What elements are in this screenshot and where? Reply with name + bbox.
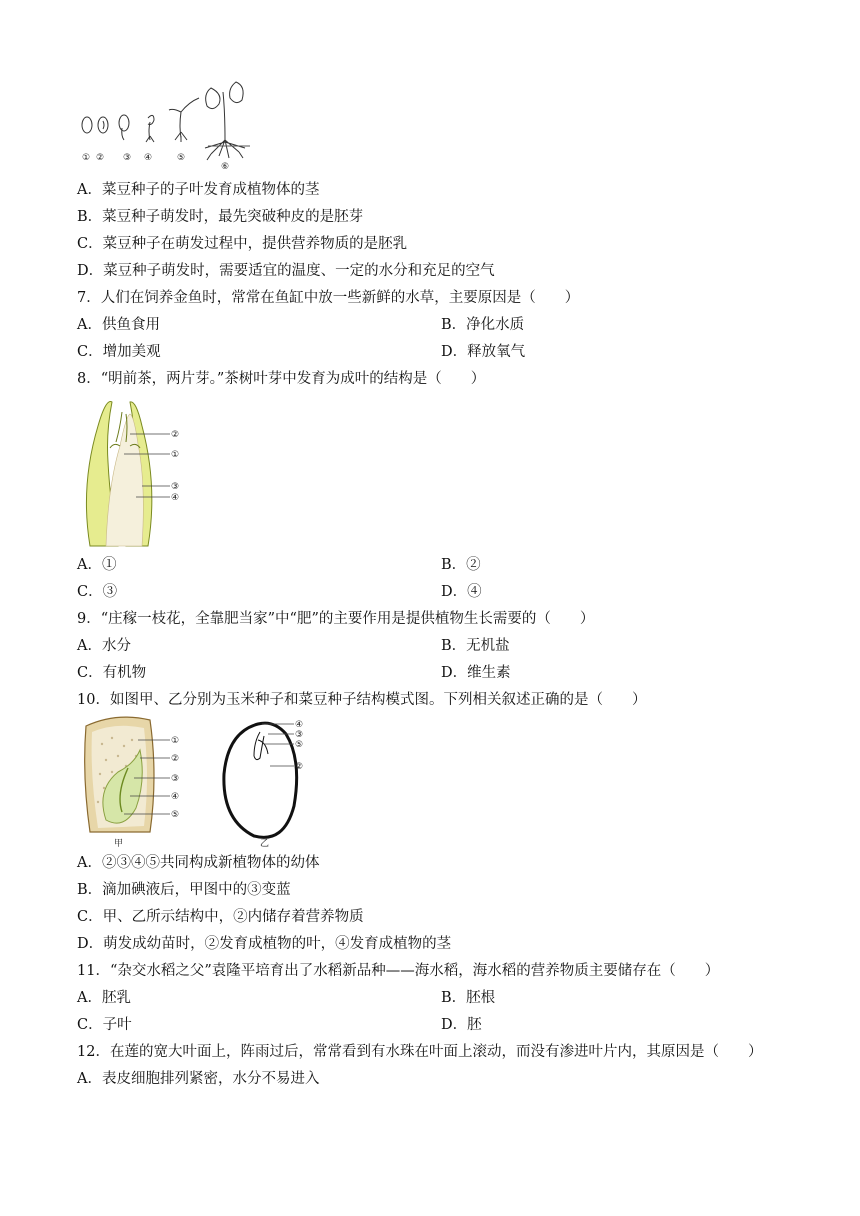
q11-option-d: D．胚 [441, 1017, 482, 1033]
yi-label-3: ③ [295, 730, 304, 740]
q8-option-b: B．② [441, 557, 481, 573]
bud-label-3: ③ [171, 482, 180, 492]
q6-option-d: D．菜豆种子萌发时，需要适宜的温度、一定的水分和充足的空气 [77, 263, 495, 279]
jia-caption: 甲 [114, 839, 124, 849]
yi-label-4: ④ [295, 720, 304, 730]
q11-stem: 11．“杂交水稻之父”袁隆平培育出了水稻新品种——海水稻，海水稻的营养物质主要储存在（ ） [77, 963, 720, 979]
yi-caption: 乙 [260, 839, 270, 849]
bean-seed-figure [218, 716, 328, 850]
corn-seed-figure [78, 716, 188, 850]
q9-stem: 9．“庄稼一枝花，全靠肥当家”中“肥”的主要作用是提供植物生长需要的（ ） [77, 611, 595, 627]
yi-label-5: ⑤ [295, 740, 304, 750]
jia-label-3: ③ [171, 774, 180, 784]
jia-label-1: ① [171, 736, 180, 746]
germination-figure [78, 76, 268, 172]
q6-option-b: B．菜豆种子萌发时，最先突破种皮的是胚芽 [77, 209, 364, 225]
q11-option-a: A．胚乳 [77, 990, 131, 1006]
q12-stem: 12．在莲的宽大叶面上，阵雨过后，常常看到有水珠在叶面上滚动，而没有渗进叶片内，其原因是（ ） [77, 1044, 763, 1060]
q7-option-c: C．增加美观 [77, 344, 161, 360]
q9-option-c: C．有机物 [77, 665, 147, 681]
q9-option-a: A．水分 [77, 638, 131, 654]
stage-label-4: ④ [144, 153, 153, 163]
bud-label-4: ④ [171, 493, 180, 503]
jia-label-2: ② [171, 754, 180, 764]
q8-stem: 8．“明前茶，两片芽。”茶树叶芽中发育为成叶的结构是（ ） [77, 371, 486, 387]
q7-option-b: B．净化水质 [441, 317, 525, 333]
q9-option-d: D．维生素 [441, 665, 511, 681]
q6-option-c: C．菜豆种子在萌发过程中，提供营养物质的是胚乳 [77, 236, 408, 252]
q11-option-c: C．子叶 [77, 1017, 132, 1033]
leaf-bud-figure [80, 398, 190, 548]
q12-option-a: A．表皮细胞排列紧密，水分不易进入 [77, 1071, 320, 1087]
q10-option-a: A．②③④⑤共同构成新植物体的幼体 [77, 855, 320, 871]
stage-label-1: ① [82, 153, 91, 163]
jia-label-5: ⑤ [171, 810, 180, 820]
yi-label-2: ② [295, 762, 304, 772]
stage-label-2: ② [96, 153, 105, 163]
q6-option-a: A．菜豆种子的子叶发育成植物体的茎 [77, 182, 320, 198]
q8-option-a: A．① [77, 557, 117, 573]
q9-option-b: B．无机盐 [441, 638, 510, 654]
stage-label-5: ⑤ [177, 153, 186, 163]
q10-stem: 10．如图甲、乙分别为玉米种子和菜豆种子结构模式图。下列相关叙述正确的是（ ） [77, 692, 647, 708]
stage-label-6: ⑥ [221, 162, 230, 172]
stage-label-3: ③ [123, 153, 132, 163]
q10-option-b: B．滴加碘液后，甲图中的③变蓝 [77, 882, 291, 898]
q7-option-a: A．供鱼食用 [77, 317, 160, 333]
q8-option-d: D．④ [441, 584, 482, 600]
q8-option-c: C．③ [77, 584, 118, 600]
bud-label-1: ① [171, 450, 180, 460]
q10-option-d: D．萌发成幼苗时，②发育成植物的叶，④发育成植物的茎 [77, 936, 452, 952]
bud-label-2: ② [171, 430, 180, 440]
jia-label-4: ④ [171, 792, 180, 802]
q7-option-d: D．释放氧气 [441, 344, 526, 360]
q7-stem: 7．人们在饲养金鱼时，常常在鱼缸中放一些新鲜的水草，主要原因是（ ） [77, 290, 580, 306]
q10-option-c: C．甲、乙所示结构中，②内储存着营养物质 [77, 909, 364, 925]
q11-option-b: B．胚根 [441, 990, 496, 1006]
